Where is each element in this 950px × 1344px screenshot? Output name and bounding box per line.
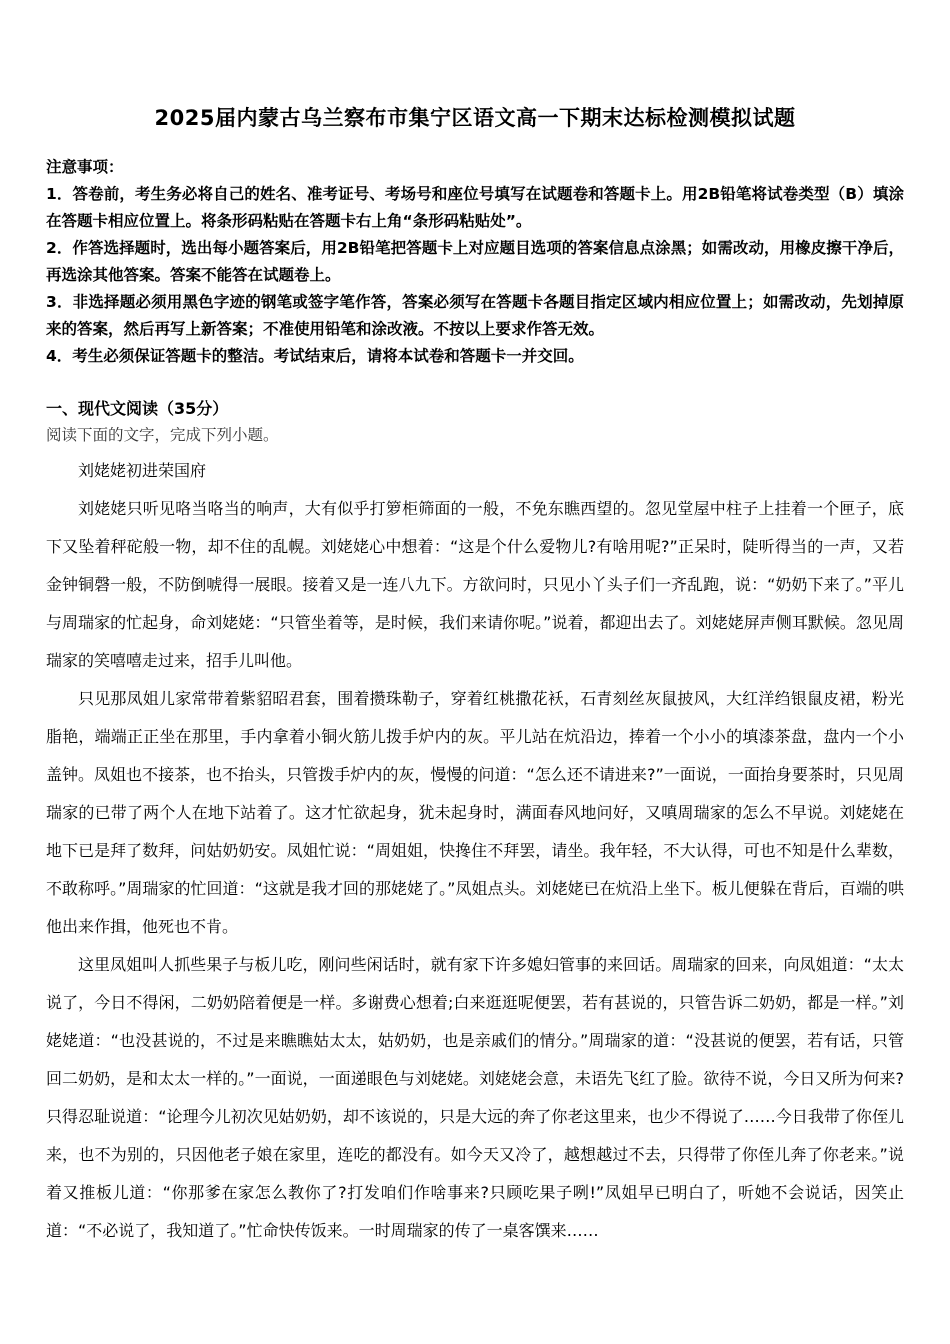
section-intro: 阅读下面的文字，完成下列小题。 [46, 426, 279, 444]
passage-paragraph-1: 刘姥姥只听见咯当咯当的响声，大有似乎打箩柜筛面的一般，不免东瞧西望的。忽见堂屋中柱子上挂着一个匣子，底下又坠着秤砣般一物，却不住的乱幌。刘姥姥心中想着：“这是个什么爱物儿?有啥用呢?”正呆时，陡听得当的一声，又若金钟铜磬一般，不防倒唬得一展眼。接着又是一连八九下。方欲问时，只见小丫头子们一齐乱跑，说：“奶奶下来了。”平儿与周瑞家的忙起身，命刘姥姥：“只管坐着等，是时候，我们来请你呢。”说着，都迎出去了。刘姥姥屏声侧耳默候。忽见周瑞家的笑嘻嘻走过来，招手儿叫他。 [46, 499, 904, 670]
notice-item-4: 4．考生必须保证答题卡的整洁。考试结束后，请将本试卷和答题卡一并交回。 [46, 347, 584, 365]
passage-paragraph-3: 这里凤姐叫人抓些果子与板儿吃，刚问些闲话时，就有家下许多媳妇管事的来回话。周瑞家的回来，向凤姐道：“太太说了，今日不得闲，二奶奶陪着便是一样。多谢费心想着;白来逛逛呢便罢，若有甚说的，只管告诉二奶奶，都是一样。”刘姥姥道：“也没甚说的，不过是来瞧瞧姑太太，姑奶奶，也是亲戚们的情分。”周瑞家的道：“没甚说的便罢，若有话，只管回二奶奶，是和太太一样的。”一面说，一面递眼色与刘姥姥。刘姥姥会意，未语先飞红了脸。欲待不说，今日又所为何来?只得忍耻说道：“论理今儿初次见姑奶奶，却不该说的，只是大远的奔了你老这里来，也少不得说了……今日我带了你侄儿来，也不为别的，只因他老子娘在家里，连吃的都没有。如今天又冷了，越想越过不去，只得带了你侄儿奔了你老来。”说着又推板儿道：“你那爹在家怎么教你了?打发咱们作啥事来?只顾吃果子咧!”凤姐早已明白了，听她不会说话，因笑止道：“不必说了，我知道了。”忙命快传饭来。一时周瑞家的传了一桌客馔来…… [46, 955, 904, 1240]
notice-section [46, 154, 904, 370]
notice-item-2: 2．作答选择题时，选出每小题答案后，用2B铅笔把答题卡上对应题目选项的答案信息点涂黑；如需改动，用橡皮擦干净后，再选涂其他答案。答案不能答在试题卷上。 [46, 239, 904, 284]
section-heading: 一、现代文阅读（35分） [46, 399, 229, 418]
page-title: 2025届内蒙古乌兰察布市集宁区语文高一下期末达标检测模拟试题 [154, 106, 796, 130]
notice-item-1: 1．答卷前，考生务必将自己的姓名、准考证号、考场号和座位号填写在试题卷和答题卡上。用2B铅笔将试卷类型（B）填涂在答题卡相应位置上。将条形码粘贴在答题卡右上角“条形码粘贴处”。 [46, 185, 904, 230]
passage-paragraph-2: 只见那凤姐儿家常带着紫貂昭君套，围着攒珠勒子，穿着红桃撒花袄，石青刻丝灰鼠披风，大红洋绉银鼠皮裙，粉光脂艳，端端正正坐在那里，手内拿着小铜火筋儿拨手炉内的灰。平儿站在炕沿边，捧着一个小小的填漆茶盘，盘内一个小盖钟。凤姐也不接茶，也不抬头，只管拨手炉内的灰，慢慢的问道：“怎么还不请进来?”一面说，一面抬身要茶时，只见周瑞家的已带了两个人在地下站着了。这才忙欲起身，犹未起身时，满面春风地问好，又嗔周瑞家的怎么不早说。刘姥姥在地下已是拜了数拜，问姑奶奶安。凤姐忙说：“周姐姐，快搀住不拜罢，请坐。我年轻，不大认得，可也不知是什么辈数，不敢称呼。”周瑞家的忙回道：“这就是我才回的那姥姥了。”凤姐点头。刘姥姥已在炕沿上坐下。板儿便躲在背后，百端的哄他出来作揖，他死也不肯。 [46, 689, 904, 936]
passage-title: 刘姥姥初进荣国府 [78, 461, 207, 480]
modern-reading-section [46, 396, 904, 1250]
notice-heading: 注意事项： [46, 158, 124, 176]
notice-item-3: 3．非选择题必须用黑色字迹的钢笔或签字笔作答，答案必须写在答题卡各题目指定区域内相应位置上；如需改动，先划掉原来的答案，然后再写上新答案；不准使用铅笔和涂改液。不按以上要求作答无效。 [46, 293, 904, 338]
